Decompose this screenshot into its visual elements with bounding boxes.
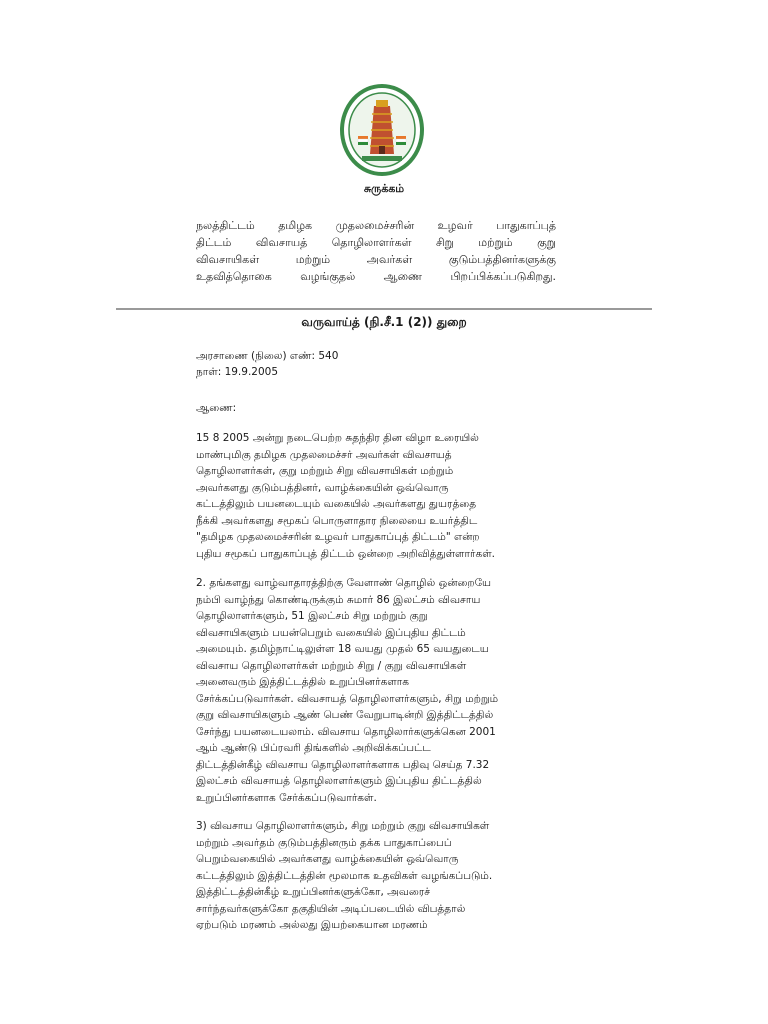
paragraph-line: மற்றும் அவர்தம் குடும்பத்தினரும் தக்க பாதுகாப்பைப் (196, 836, 452, 849)
order-heading-text: ஆணை: (196, 402, 237, 414)
paragraph-line: 3) விவசாய தொழிலாளர்களும், சிறு மற்றும் குறு விவசாயிகள் (196, 820, 490, 832)
summary-line: திட்டம் விவசாயத் தொழிலாளர்கள் சிறு மற்றும் குறு (196, 236, 556, 249)
department-title: வருவாய்த் (நி.சீ.1 (2)) துறை (301, 315, 467, 329)
order-number-text: அரசாணை (நிலை) எண்: 540 (196, 350, 339, 362)
paragraph-line: தொழிலாளர்களும், 51 இலட்சம் சிறு மற்றும் குறு (196, 610, 428, 622)
paragraph-line: 2. தங்களது வாழ்வாதாரத்திற்கு வேளாண் தொழில் ஒன்றையே (196, 577, 492, 589)
paragraph-line: குறு விவசாயிகளும் ஆண் பெண் வேறுபாடின்றி இத்திட்டத்தில் (196, 709, 494, 721)
paragraph-line: நீக்கி அவர்களது சமூகப் பொருளாதார நிலையை உயர்த்திட (196, 514, 478, 527)
paragraph-line: சேர்ந்து பயனடையலாம். விவசாய தொழிலார்களுக்கென 2001 (196, 725, 496, 738)
paragraph-line: மாண்புமிகு தமிழக முதலமைச்சர் அவர்கள் விவசாயத் (196, 448, 452, 461)
paragraph-line: 15 8 2005 அன்று நடைபெற்ற சுதந்திர தின விழா உரையில் (196, 432, 479, 444)
paragraph-line: ஆம் ஆண்டு பிப்ரவரி திங்களில் அறிவிக்கப்பட்ட (196, 742, 431, 754)
paragraph-line: புதிய சமூகப் பாதுகாப்புத் திட்டம் ஒன்றை அறிவித்துள்ளார்கள். (196, 547, 496, 560)
order-date (196, 364, 576, 381)
paragraph-line: கட்டத்திலும் இத்திட்டத்தின் மூலமாக உதவிகள் வழங்கப்படும். (196, 869, 493, 882)
paragraph-line: சார்ந்தவர்களுக்கோ தகுதியின் அடிப்படையில் விபத்தால் (196, 902, 466, 915)
summary-line: நலத்திட்டம் தமிழக முதலமைச்சரின் உழவர் பாதுகாப்புத் (196, 219, 556, 232)
paragraph-line: ஏற்படும் மரணம் அல்லது இயற்கையான மரணம் (196, 919, 428, 931)
paragraph-line: உறுப்பினர்களாக சேர்க்கப்படுவார்கள். (196, 791, 377, 804)
paragraph-line: சேர்க்கப்படுவார்கள். விவசாயத் தொழிலாளர்களும், சிறு மற்றும் (196, 692, 499, 705)
summary-line: விவசாயிகள் மற்றும் அவர்கள் குடும்பத்தினர்களுக்கு (196, 253, 556, 266)
section-divider (116, 308, 652, 310)
order-number (196, 348, 576, 365)
paragraph-line: விவசாய தொழிலாளர்கள் மற்றும் சிறு / குறு விவசாயிகள் (196, 659, 467, 672)
paragraph-line: விவசாயிகளும் பயன்பெறும் வகையில் இப்புதிய திட்டம் (196, 626, 466, 639)
paragraph-line: பெறும்வகையில் அவர்களது வாழ்க்கையின் ஒவ்வொரு (196, 853, 459, 865)
order-heading (196, 400, 576, 417)
summary-line: உதவித்தொகை வழங்குதல் ஆணை பிறப்பிக்கப்படுகிறது. (196, 270, 556, 283)
paragraph-line: கட்டத்திலும் பயனடையும் வகையில் அவர்களது துயரத்தை (196, 498, 477, 510)
paragraph-line: திட்டத்தின்கீழ் விவசாய தொழிலாளர்களாக பதிவு செய்த 7.32 (196, 758, 490, 771)
paragraph-line: அமையும். தமிழ்நாட்டிலுள்ள 18 வயது முதல் 65 வயதுடைய (196, 643, 489, 655)
summary-block (196, 217, 556, 285)
paragraph-1 (196, 430, 576, 562)
tamil-nadu-emblem-icon (340, 84, 424, 176)
paragraph-line: இலட்சம் விவசாயத் தொழிலாளர்களும் இப்புதிய திட்டத்தில் (196, 775, 482, 787)
paragraph-2 (196, 575, 576, 806)
paragraph-line: "தமிழக முதலமைச்சரின் உழவர் பாதுகாப்புத் திட்டம்" என்ற (196, 531, 480, 543)
paragraph-line: இத்திட்டத்தின்கீழ் உறுப்பினர்களுக்கோ, அவரைச் (196, 886, 431, 898)
order-date-text: நாள்: 19.9.2005 (196, 366, 279, 378)
summary-title: சுருக்கம் (363, 182, 405, 195)
paragraph-line: அவர்களது குடும்பத்தினர், வாழ்க்கையின் ஒவ்வொரு (196, 481, 449, 494)
paragraph-line: அனைவரும் இத்திட்டத்தில் உறுப்பினர்களாக (196, 676, 409, 688)
paragraph-line: தொழிலாளர்கள், குறு மற்றும் சிறு விவசாயிகள் மற்றும் (196, 465, 454, 477)
paragraph-3 (196, 818, 576, 934)
paragraph-line: நம்பி வாழ்ந்து கொண்டிருக்கும் சுமார் 86 இலட்சம் விவசாய (196, 593, 481, 606)
